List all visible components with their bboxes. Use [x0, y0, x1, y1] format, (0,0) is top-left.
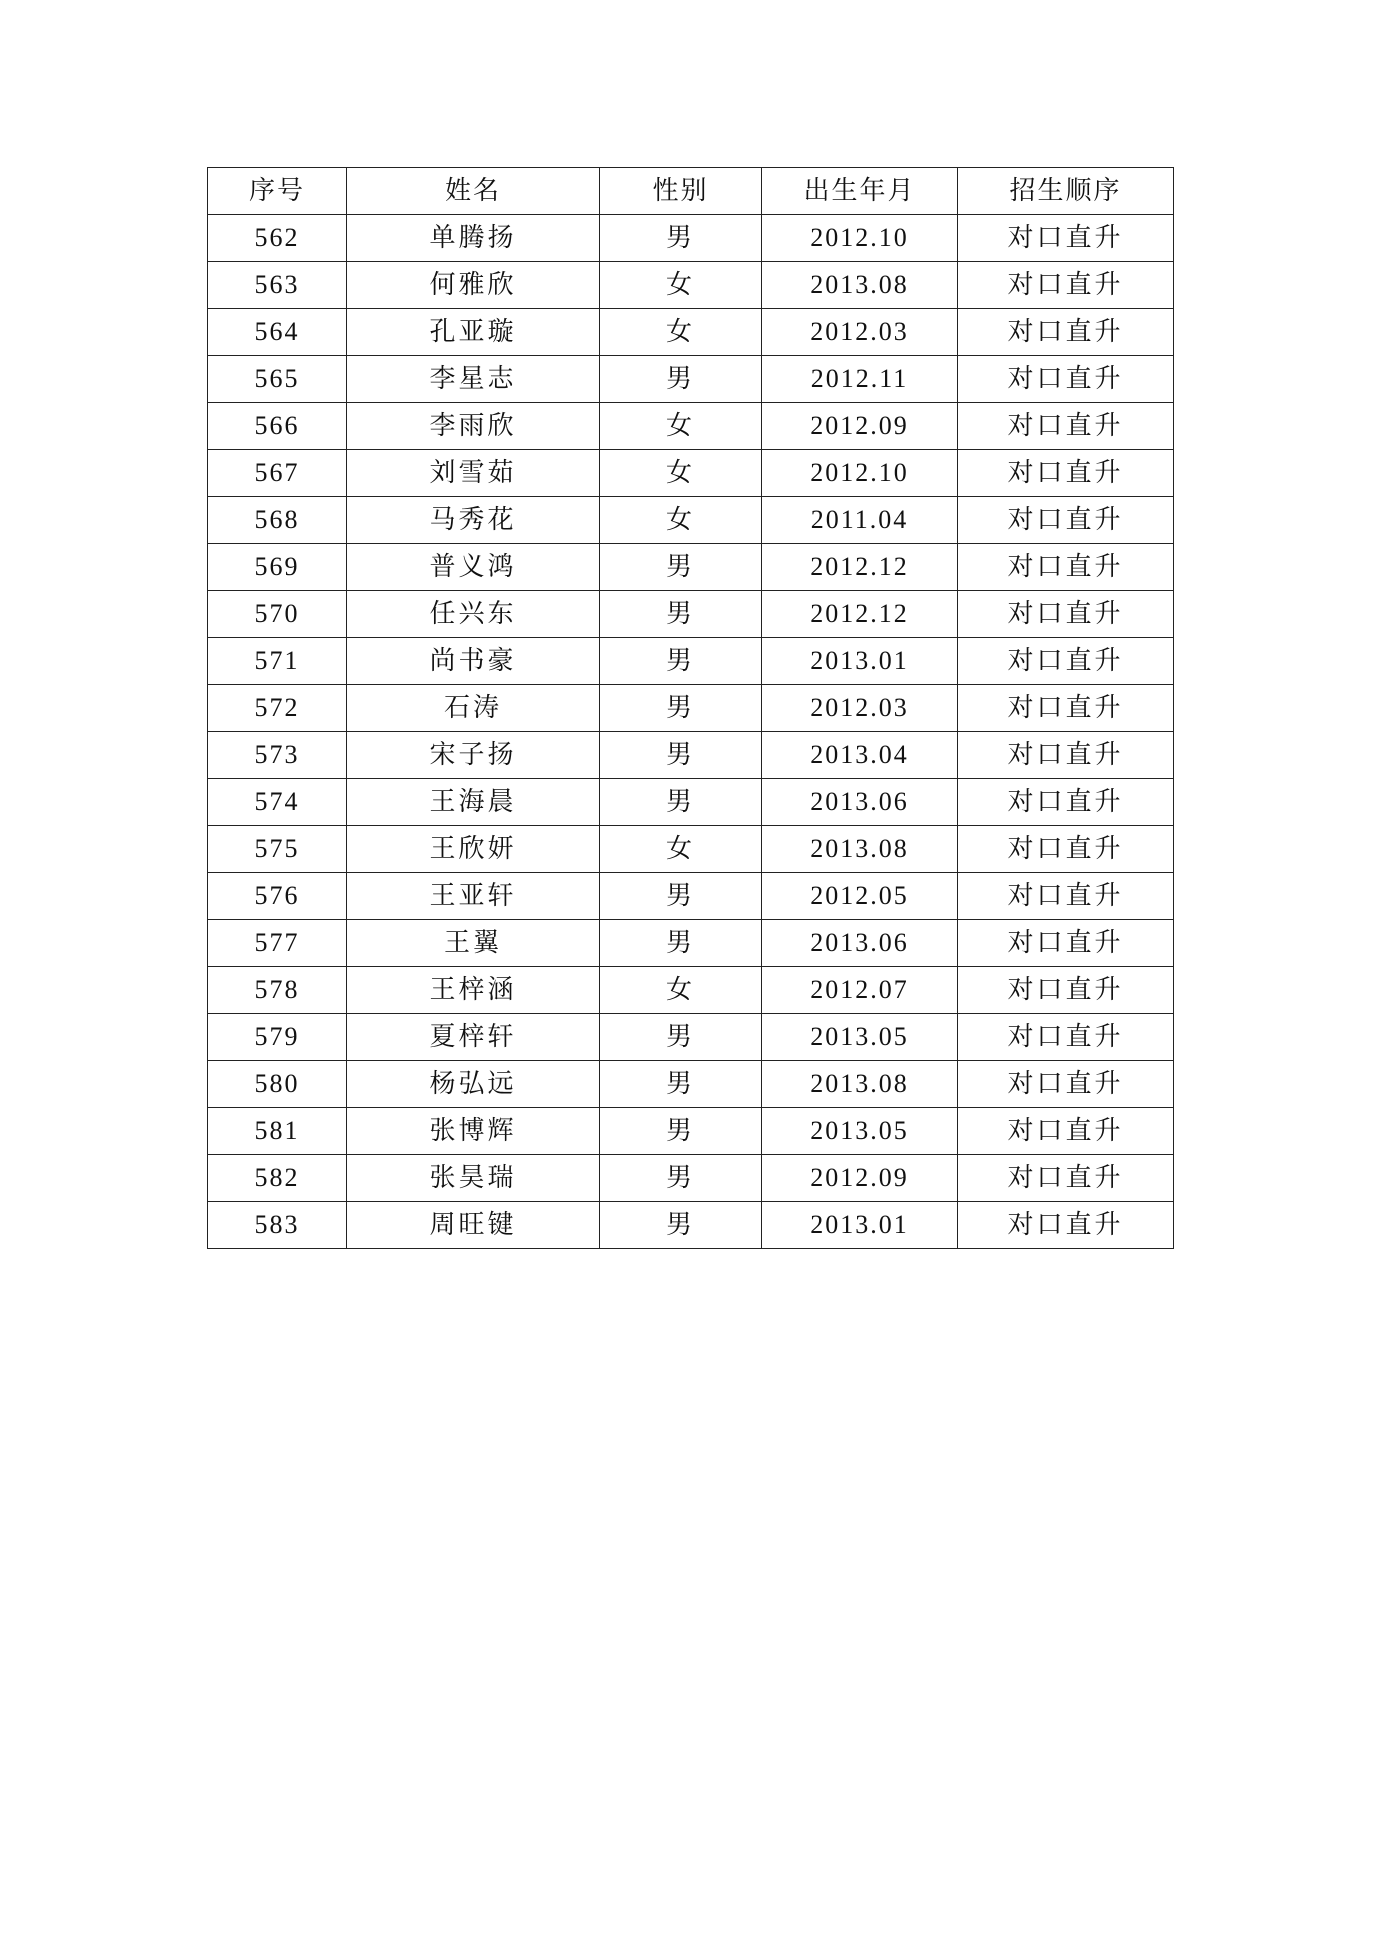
table-row [208, 215, 1174, 262]
serial-number-cell: 576 [208, 873, 347, 920]
birth-date-cell: 2012.11 [762, 356, 958, 403]
header-serial-number: 序号 [208, 168, 347, 215]
table-row [208, 403, 1174, 450]
table-header-row [208, 168, 1174, 215]
table-row [208, 873, 1174, 920]
serial-number-cell: 580 [208, 1061, 347, 1108]
serial-number-cell: 574 [208, 779, 347, 826]
serial-number-cell: 565 [208, 356, 347, 403]
table-row [208, 356, 1174, 403]
serial-number-cell: 578 [208, 967, 347, 1014]
name-cell: 任兴东 [347, 591, 600, 638]
birth-date-cell: 2012.09 [762, 1155, 958, 1202]
admission-order-cell: 对口直升 [958, 920, 1174, 967]
name-cell: 李星志 [347, 356, 600, 403]
table-row [208, 1155, 1174, 1202]
admission-order-cell: 对口直升 [958, 591, 1174, 638]
table-row [208, 591, 1174, 638]
gender-cell: 男 [600, 732, 762, 779]
name-cell: 张博辉 [347, 1108, 600, 1155]
name-cell: 宋子扬 [347, 732, 600, 779]
name-cell: 普义鸿 [347, 544, 600, 591]
birth-date-cell: 2013.04 [762, 732, 958, 779]
name-cell: 何雅欣 [347, 262, 600, 309]
name-cell: 马秀花 [347, 497, 600, 544]
birth-date-cell: 2012.07 [762, 967, 958, 1014]
birth-date-cell: 2012.12 [762, 591, 958, 638]
name-cell: 尚书豪 [347, 638, 600, 685]
name-cell: 李雨欣 [347, 403, 600, 450]
table-row [208, 1108, 1174, 1155]
admission-order-cell: 对口直升 [958, 779, 1174, 826]
admission-order-cell: 对口直升 [958, 1202, 1174, 1249]
name-cell: 王梓涵 [347, 967, 600, 1014]
serial-number-cell: 568 [208, 497, 347, 544]
gender-cell: 女 [600, 262, 762, 309]
gender-cell: 男 [600, 873, 762, 920]
table-row [208, 1014, 1174, 1061]
birth-date-cell: 2011.04 [762, 497, 958, 544]
admission-order-cell: 对口直升 [958, 1155, 1174, 1202]
admission-order-cell: 对口直升 [958, 1108, 1174, 1155]
header-name: 姓名 [347, 168, 600, 215]
birth-date-cell: 2013.06 [762, 920, 958, 967]
serial-number-cell: 582 [208, 1155, 347, 1202]
name-cell: 孔亚璇 [347, 309, 600, 356]
serial-number-cell: 577 [208, 920, 347, 967]
serial-number-cell: 573 [208, 732, 347, 779]
serial-number-cell: 562 [208, 215, 347, 262]
gender-cell: 男 [600, 591, 762, 638]
enrollment-table [207, 167, 1174, 1249]
gender-cell: 女 [600, 403, 762, 450]
birth-date-cell: 2013.06 [762, 779, 958, 826]
serial-number-cell: 581 [208, 1108, 347, 1155]
serial-number-cell: 569 [208, 544, 347, 591]
table-row [208, 497, 1174, 544]
birth-date-cell: 2012.12 [762, 544, 958, 591]
birth-date-cell: 2012.03 [762, 685, 958, 732]
table-row [208, 638, 1174, 685]
admission-order-cell: 对口直升 [958, 732, 1174, 779]
birth-date-cell: 2012.10 [762, 215, 958, 262]
gender-cell: 男 [600, 685, 762, 732]
admission-order-cell: 对口直升 [958, 262, 1174, 309]
table-row [208, 309, 1174, 356]
serial-number-cell: 579 [208, 1014, 347, 1061]
gender-cell: 男 [600, 1202, 762, 1249]
name-cell: 王海晨 [347, 779, 600, 826]
birth-date-cell: 2013.01 [762, 638, 958, 685]
gender-cell: 男 [600, 1155, 762, 1202]
birth-date-cell: 2012.10 [762, 450, 958, 497]
header-gender: 性别 [600, 168, 762, 215]
serial-number-cell: 564 [208, 309, 347, 356]
name-cell: 石涛 [347, 685, 600, 732]
table-row [208, 920, 1174, 967]
admission-order-cell: 对口直升 [958, 638, 1174, 685]
gender-cell: 男 [600, 779, 762, 826]
birth-date-cell: 2013.08 [762, 262, 958, 309]
admission-order-cell: 对口直升 [958, 215, 1174, 262]
gender-cell: 男 [600, 356, 762, 403]
admission-order-cell: 对口直升 [958, 967, 1174, 1014]
gender-cell: 男 [600, 544, 762, 591]
name-cell: 王亚轩 [347, 873, 600, 920]
gender-cell: 男 [600, 215, 762, 262]
birth-date-cell: 2013.05 [762, 1108, 958, 1155]
serial-number-cell: 567 [208, 450, 347, 497]
gender-cell: 男 [600, 1061, 762, 1108]
serial-number-cell: 563 [208, 262, 347, 309]
name-cell: 张昊瑞 [347, 1155, 600, 1202]
admission-order-cell: 对口直升 [958, 544, 1174, 591]
birth-date-cell: 2013.08 [762, 1061, 958, 1108]
table-row [208, 685, 1174, 732]
header-birth-date: 出生年月 [762, 168, 958, 215]
birth-date-cell: 2012.03 [762, 309, 958, 356]
table-row [208, 262, 1174, 309]
admission-order-cell: 对口直升 [958, 450, 1174, 497]
serial-number-cell: 575 [208, 826, 347, 873]
name-cell: 单腾扬 [347, 215, 600, 262]
birth-date-cell: 2013.05 [762, 1014, 958, 1061]
header-admission-order: 招生顺序 [958, 168, 1174, 215]
birth-date-cell: 2013.08 [762, 826, 958, 873]
admission-order-cell: 对口直升 [958, 497, 1174, 544]
serial-number-cell: 571 [208, 638, 347, 685]
name-cell: 王翼 [347, 920, 600, 967]
table-row [208, 967, 1174, 1014]
serial-number-cell: 583 [208, 1202, 347, 1249]
name-cell: 刘雪茹 [347, 450, 600, 497]
gender-cell: 男 [600, 1014, 762, 1061]
table-row [208, 1202, 1174, 1249]
name-cell: 杨弘远 [347, 1061, 600, 1108]
admission-order-cell: 对口直升 [958, 685, 1174, 732]
gender-cell: 男 [600, 638, 762, 685]
birth-date-cell: 2013.01 [762, 1202, 958, 1249]
table-row [208, 1061, 1174, 1108]
birth-date-cell: 2012.09 [762, 403, 958, 450]
serial-number-cell: 572 [208, 685, 347, 732]
admission-order-cell: 对口直升 [958, 826, 1174, 873]
gender-cell: 女 [600, 309, 762, 356]
admission-order-cell: 对口直升 [958, 356, 1174, 403]
admission-order-cell: 对口直升 [958, 873, 1174, 920]
name-cell: 夏梓轩 [347, 1014, 600, 1061]
table-row [208, 779, 1174, 826]
admission-order-cell: 对口直升 [958, 309, 1174, 356]
gender-cell: 男 [600, 920, 762, 967]
table-row [208, 544, 1174, 591]
gender-cell: 男 [600, 1108, 762, 1155]
gender-cell: 女 [600, 967, 762, 1014]
table-row [208, 732, 1174, 779]
birth-date-cell: 2012.05 [762, 873, 958, 920]
table-body [208, 215, 1174, 1249]
serial-number-cell: 570 [208, 591, 347, 638]
admission-order-cell: 对口直升 [958, 1061, 1174, 1108]
name-cell: 王欣妍 [347, 826, 600, 873]
table-row [208, 826, 1174, 873]
gender-cell: 女 [600, 450, 762, 497]
gender-cell: 女 [600, 497, 762, 544]
table-row [208, 450, 1174, 497]
admission-order-cell: 对口直升 [958, 1014, 1174, 1061]
serial-number-cell: 566 [208, 403, 347, 450]
name-cell: 周旺键 [347, 1202, 600, 1249]
gender-cell: 女 [600, 826, 762, 873]
admission-order-cell: 对口直升 [958, 403, 1174, 450]
